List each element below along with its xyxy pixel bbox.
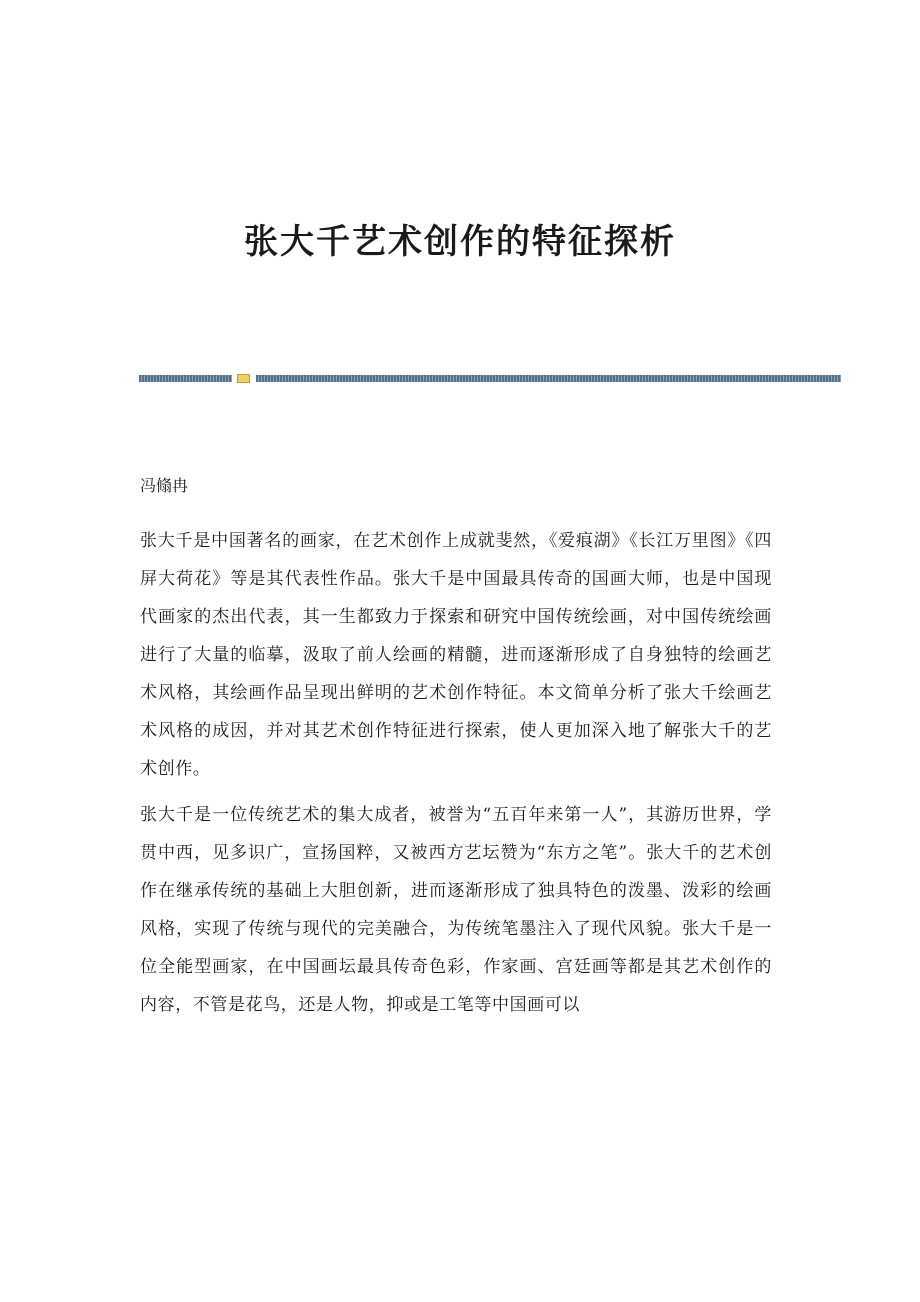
divider-ornament-icon [237,374,250,383]
divider-right-segment [256,375,841,382]
title-divider [139,374,841,383]
document-title: 张大千艺术创作的特征探析 [244,222,676,262]
document-body [140,522,772,1032]
author-name: 冯翛冉 [140,476,189,495]
paragraph-1: 张大千是中国著名的画家，在艺术创作上成就斐然，《爱痕湖》《长江万里图》《四屏大荷花》等是其代表性作品。张大千是中国最具传奇的国画大师，也是中国现代画家的杰出代表，其一生都致力于探索和研究中国传统绘画，对中国传统绘画进行了大量的临摹，汲取了前人绘画的精髓，进而逐渐形成了自身独特的绘画艺术风格，其绘画作品呈现出鲜明的艺术创作特征。本文简单分析了张大千绘画艺术风格的成因，并对其艺术创作特征进行探索，使人更加深入地了解张大千的艺术创作。 [140,531,772,779]
paragraph-2: 张大千是一位传统艺术的集大成者，被誉为“五百年来第一人”，其游历世界，学贯中西，见多识广，宣扬国粹，又被西方艺坛赞为“东方之笔”。张大千的艺术创作在继承传统的基础上大胆创新，进而逐渐形成了独具特色的泼墨、泼彩的绘画风格，实现了传统与现代的完美融合，为传统笔墨注入了现代风貌。张大千是一位全能型画家，在中国画坛最具传奇色彩，作家画、宫廷画等都是其艺术创作的内容，不管是花鸟，还是人物，抑或是工笔等中国画可以 [140,805,772,1015]
divider-left-segment [139,375,232,382]
